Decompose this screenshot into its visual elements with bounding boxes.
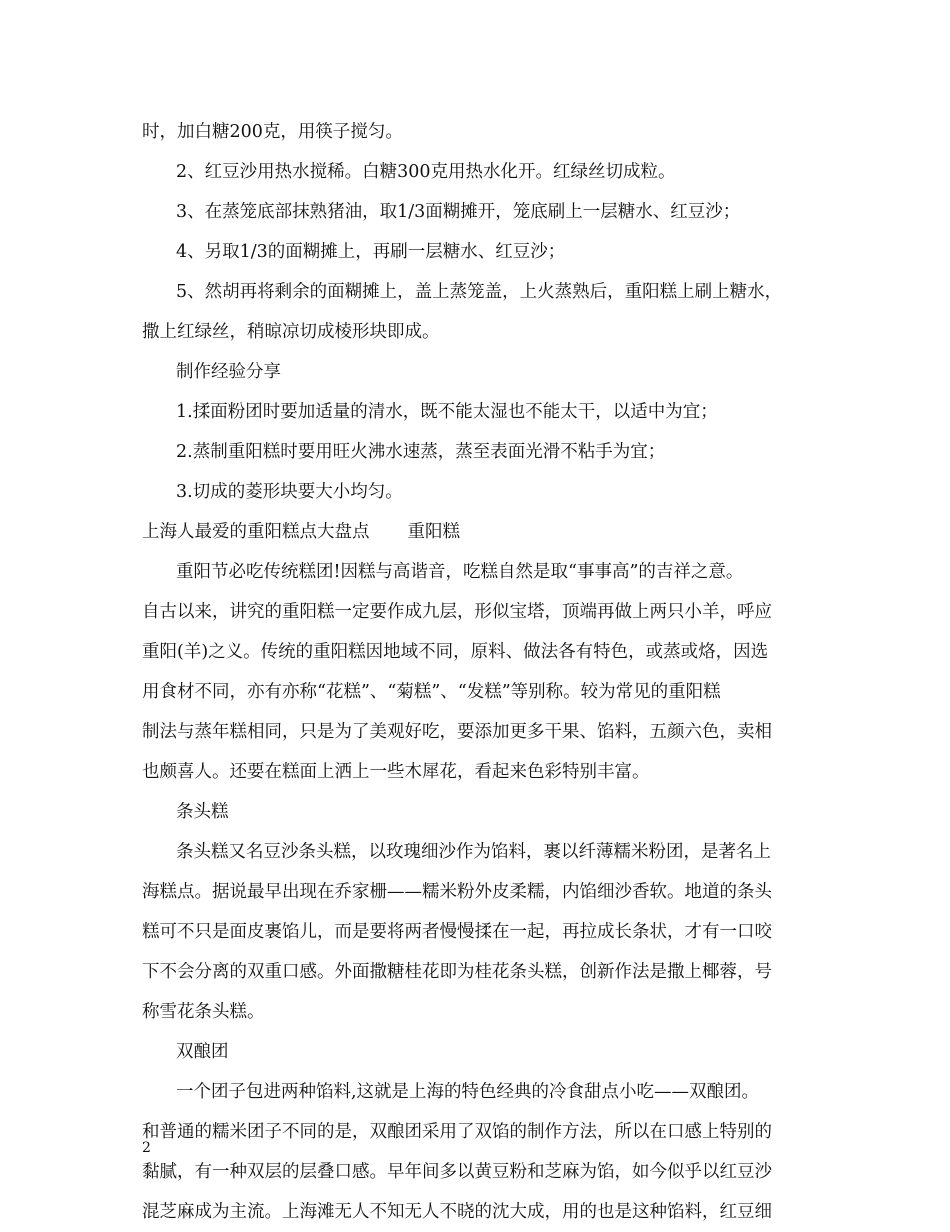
text-line: 糕可不只是面皮裹馅儿，而是要将两者慢慢揉在一起，再拉成长条状，才有一口咬	[142, 922, 772, 942]
text-line: 条头糕又名豆沙条头糕，以玫瑰细沙作为馅料，裹以纤薄糯米粉团，是著名上	[176, 842, 771, 862]
text-line: 用食材不同，亦有亦称“花糕”、“菊糕”、“发糕”等别称。较为常见的重阳糕	[142, 682, 721, 702]
text-line: 下不会分离的双重口感。外面撒糖桂花即为桂花条头糕，创新作法是撒上椰蓉，号	[142, 962, 772, 982]
section-heading: 双酿团	[176, 1042, 229, 1062]
text-line: 海糕点。据说最早出现在乔家栅——糯米粉外皮柔糯，内馅细沙香软。地道的条头	[142, 882, 772, 902]
section-heading: 重阳糕	[407, 522, 460, 542]
text-line: 自古以来，讲究的重阳糕一定要作成九层，形似宝塔，顶端再做上两只小羊，呼应	[142, 602, 772, 622]
text-line: 2.蒸制重阳糕时要用旺火沸水速蒸，蒸至表面光滑不粘手为宜；	[176, 442, 666, 462]
section-heading: 制作经验分享	[176, 362, 281, 382]
text-line: 黏腻，有一种双层的层叠口感。早年间多以黄豆粉和芝麻为馅，如今似乎以红豆沙	[142, 1162, 772, 1182]
text-line: 撒上红绿丝，稍晾凉切成棱形块即成。	[142, 322, 440, 342]
document-body	[142, 112, 814, 1232]
text-line: 时，加白糖200克，用筷子搅匀。	[142, 122, 403, 142]
text-line: 制法与蒸年糕相同，只是为了美观好吃，要添加更多干果、馅料，五颜六色，卖相	[142, 722, 772, 742]
text-line: 3、在蒸笼底部抹熟猪油，取1/3面糊摊开，笼底刷上一层糖水、红豆沙；	[176, 202, 741, 222]
article-title: 上海人最爱的重阳糕点大盘点	[142, 522, 370, 542]
article-title-row	[142, 512, 814, 552]
text-line: 重阳节必吃传统糕团!因糕与高谐音，吃糕自然是取“事事高”的吉祥之意。	[176, 562, 744, 582]
text-line: 4、另取1/3的面糊摊上，再刷一层糖水、红豆沙；	[176, 242, 566, 262]
text-line: 和普通的糯米团子不同的是，双酿团采用了双馅的制作方法，所以在口感上特别的	[142, 1122, 772, 1142]
text-line: 混芝麻成为主流。上海滩无人不知无人不晓的沈大成，用的也是这种馅料，红豆细	[142, 1202, 772, 1222]
text-line: 也颇喜人。还要在糕面上洒上一些木犀花，看起来色彩特别丰富。	[142, 762, 650, 782]
text-line: 一个团子包进两种馅料,这就是上海的特色经典的冷食甜点小吃——双酿团。	[176, 1082, 760, 1102]
text-line: 1.揉面粉团时要加适量的清水，既不能太湿也不能太干，以适中为宜；	[176, 402, 718, 422]
page-number: 2	[142, 1140, 151, 1156]
section-heading: 条头糕	[176, 802, 229, 822]
text-line: 3.切成的菱形块要大小均匀。	[176, 482, 403, 502]
text-line: 5、然胡再将剩余的面糊摊上，盖上蒸笼盖，上火蒸熟后，重阳糕上刷上糖水，	[176, 282, 783, 302]
text-line: 2、红豆沙用热水搅稀。白糖300克用热水化开。红绿丝切成粒。	[176, 162, 676, 182]
text-line: 称雪花条头糕。	[142, 1002, 265, 1022]
text-line: 重阳(羊)之义。传统的重阳糕因地域不同，原料、做法各有特色，或蒸或烙，因选	[142, 642, 769, 662]
